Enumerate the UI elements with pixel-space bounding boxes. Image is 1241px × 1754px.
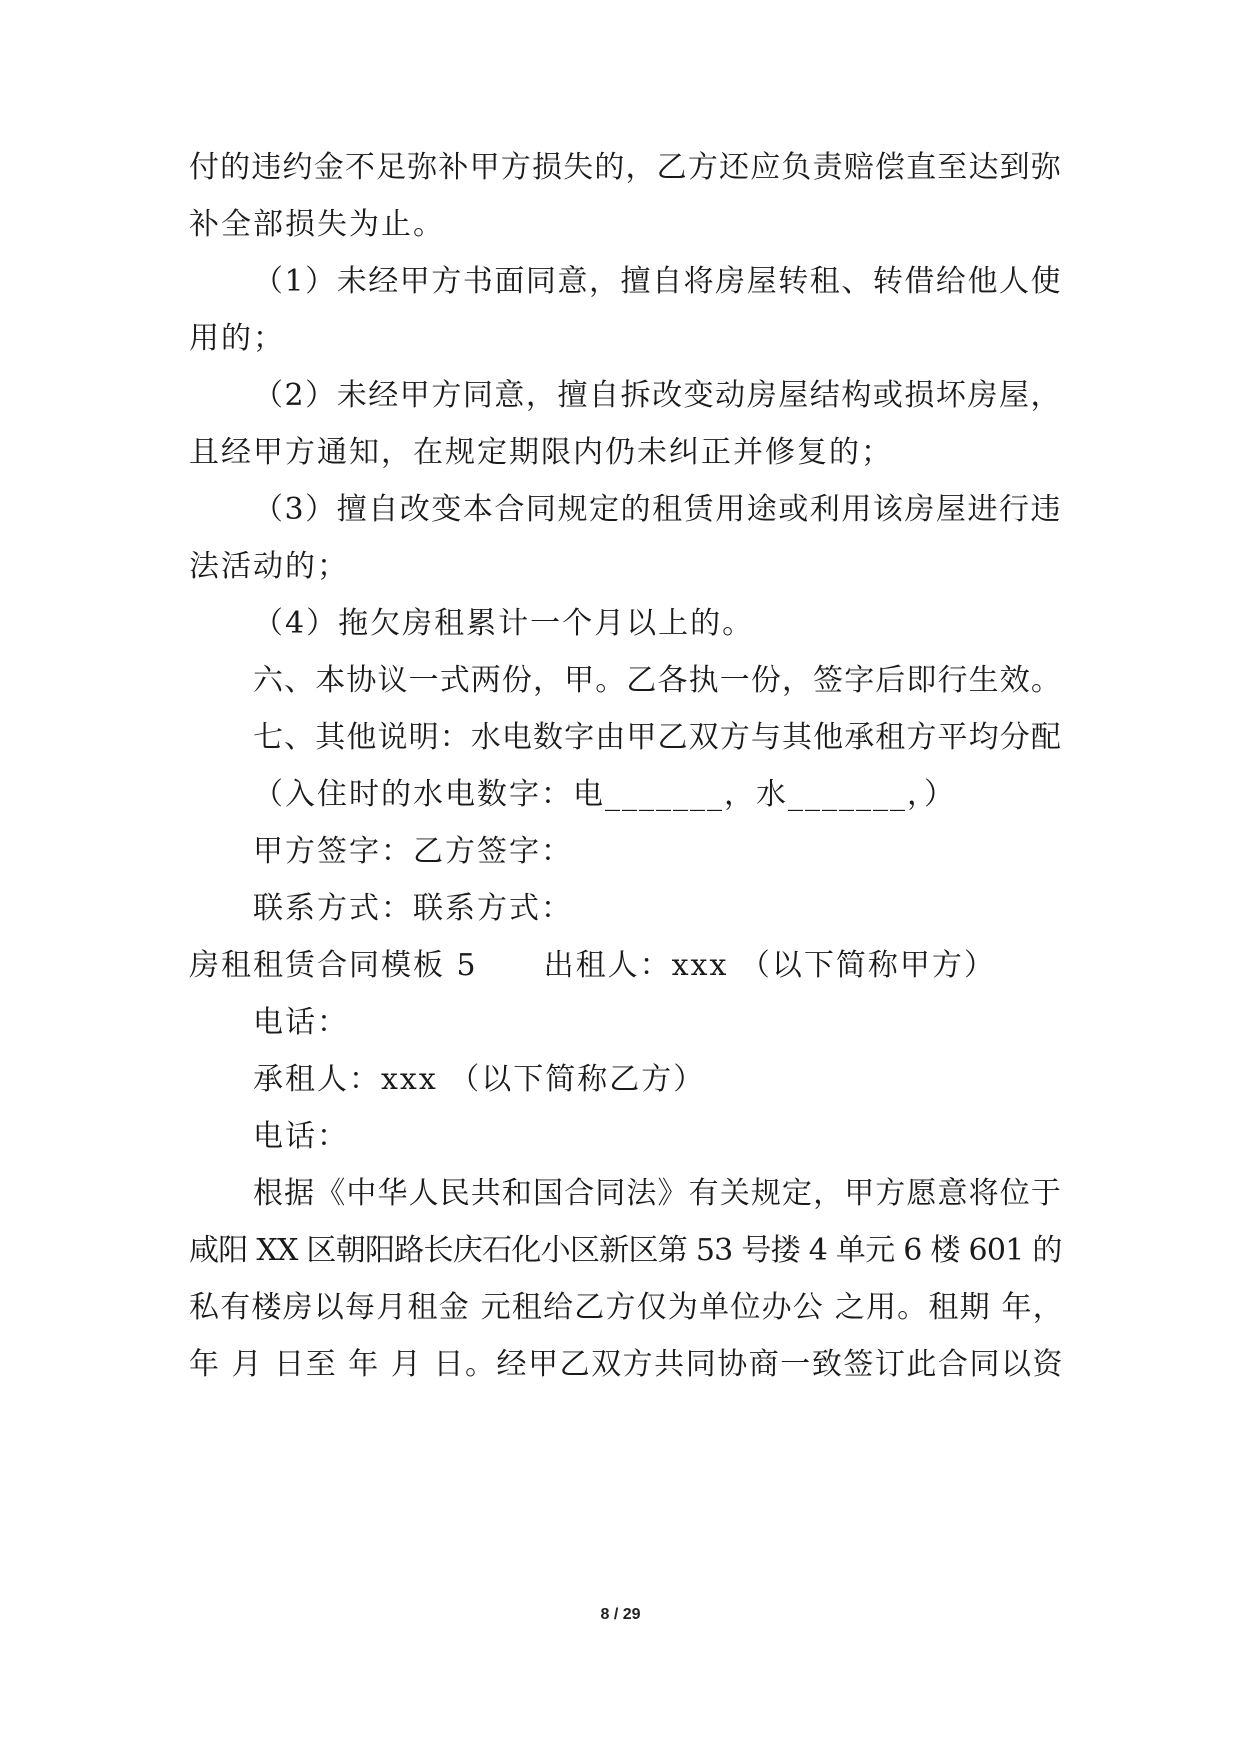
text-line: 电话：: [253, 1119, 349, 1154]
text-line: 甲方签字：乙方签字：: [253, 834, 573, 869]
text-line: （1）未经甲方书面同意，擅自将房屋转租、转借给他人使: [253, 264, 1063, 299]
text-line: 电话：: [253, 1005, 349, 1040]
text-line: （4）拖欠房租累计一个月以上的。: [253, 606, 755, 641]
text-line: 且经甲方通知，在规定期限内仍未纠正并修复的；: [189, 435, 893, 470]
text-line: 承租人：xxx （以下简称乙方）: [253, 1062, 706, 1097]
lessor-line: 出租人：xxx （以下简称甲方）: [543, 948, 996, 983]
text-line: 六、本协议一式两份，甲。乙各执一份，签字后即行生效。: [253, 663, 1062, 698]
text-line: 根据《中华人民共和国合同法》有关规定，甲方愿意将位于: [253, 1176, 1062, 1211]
text-line: 咸阳 XX 区朝阳路长庆石化小区新区第 53 号搂 4 单元 6 楼 601 的: [189, 1233, 1062, 1268]
section-heading-line: [189, 946, 996, 986]
text-line: （2）未经甲方同意，擅自拆改变动房屋结构或损坏房屋，: [253, 378, 1063, 413]
text-line: 法活动的；: [189, 549, 349, 584]
section-title: 房租租赁合同模板 5: [189, 948, 478, 983]
text-line: 补全部损失为止。: [189, 207, 445, 242]
text-line: （3）擅自改变本合同规定的租赁用途或利用该房屋进行违: [253, 492, 1063, 527]
text-line: 联系方式：联系方式：: [253, 891, 573, 926]
text-line: 付的违约金不足弥补甲方损失的，乙方还应负责赔偿直至达到弥: [189, 150, 1062, 185]
text-line: 私有楼房以每月租金 元租给乙方仅为单位办公 之用。租期 年，: [189, 1290, 1064, 1325]
text-line: 七、其他说明：水电数字由甲乙双方与其他承租方平均分配: [253, 720, 1062, 755]
text-line: 年 月 日至 年 月 日。经甲乙双方共同协商一致签订此合同以资: [189, 1347, 1065, 1382]
page-number: 8 / 29: [600, 1606, 641, 1623]
text-line: （入住时的水电数字：电_______，水_______，）: [253, 777, 956, 812]
text-line: 用的；: [189, 321, 285, 356]
